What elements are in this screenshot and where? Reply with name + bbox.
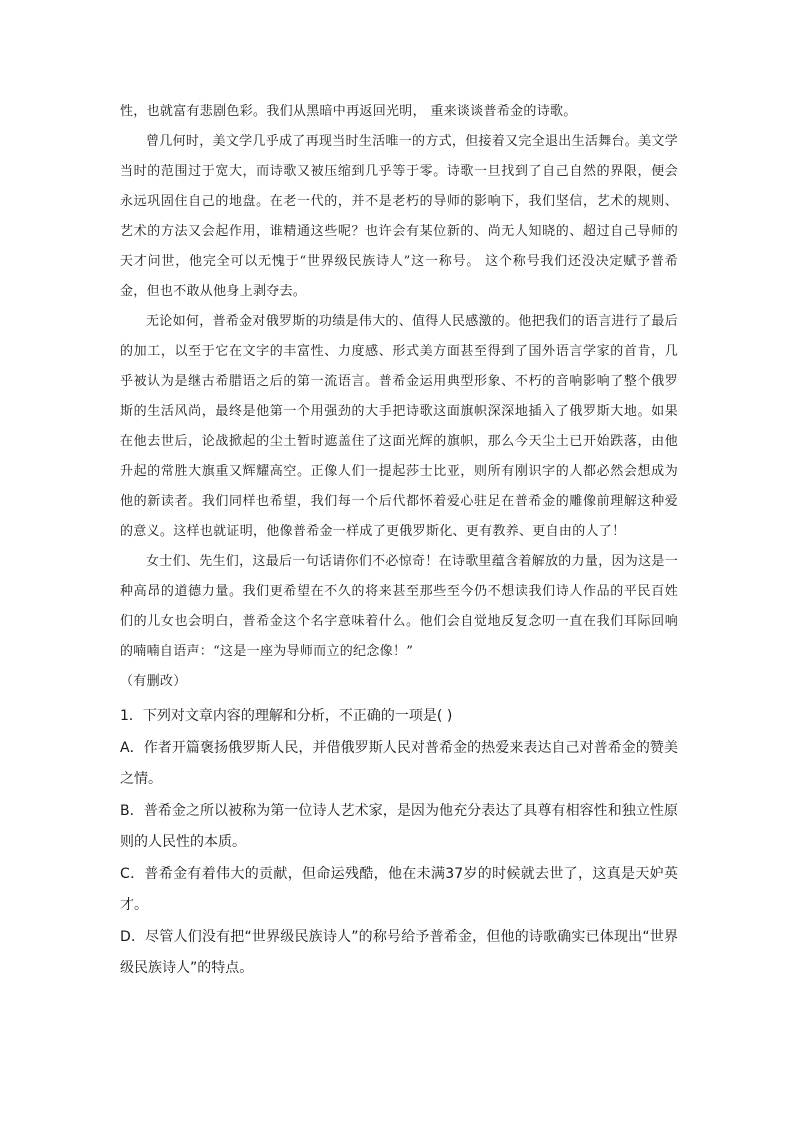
page-content bbox=[120, 97, 678, 985]
option-d: D．尽管人们没有把“世界级民族诗人”的称号给予普希金，但他的诗歌确实已体现出“世界级民族诗人”的特点。 bbox=[120, 928, 678, 976]
option-c: C．普希金有着伟大的贡献，但命运残酷，他在未满37岁的时候就去世了，这真是天妒英才。 bbox=[120, 865, 678, 913]
source-note: （有删改） bbox=[120, 674, 187, 689]
passage-paragraph-3: 无论如何，普希金对俄罗斯的功绩是伟大的、值得人民感激的。他把我们的语言进行了最后的加工，以至于它在文字的丰富性、力度感、形式美方面甚至得到了国外语言学家的首肯，几乎被认为是继古希腊语之后的第一流语言。普希金运用典型形象、不朽的音响影响了整个俄罗斯的生活风尚，最终是他第一个用强劲的大手把诗歌这面旗帜深深地插入了俄罗斯大地。如果在他去世后，论战掀起的尘土暂时遮盖住了这面光辉的旗帜，那么今天尘土已开始跌落，由他升起的常胜大旗重又辉耀高空。正像人们一提起莎士比亚，则所有刚识字的人都必然会想成为他的新读者。我们同样也希望，我们每一个后代都怀着爱心驻足在普希金的雕像前理解这种爱的意义。这样也就证明，他像普希金一样成了更俄罗斯化、更有教养、更自由的人了！ bbox=[120, 314, 679, 539]
question-stem: 1．下列对文章内容的理解和分析，不正确的一项是( ) bbox=[120, 708, 453, 724]
reading-passage bbox=[120, 97, 678, 697]
option-b: B．普希金之所以被称为第一位诗人艺术家，是因为他充分表达了具尊有相容性和独立性原则的人民性的本质。 bbox=[120, 802, 678, 850]
passage-paragraph-4: 女士们、先生们，这最后一句话请你们不必惊奇！在诗歌里蕴含着解放的力量，因为这是一种高昂的道德力量。我们更希望在不久的将来甚至那些至今仍不想读我们诗人作品的平民百姓们的儿女也会明白，普希金这个名字意味着什么。他们会自觉地反复念叨一直在我们耳际回响的喃喃自语声：“这是一座为导师而立的纪念像！” bbox=[120, 554, 679, 659]
option-a: A．作者开篇褒扬俄罗斯人民，并借俄罗斯人民对普希金的热爱来表达自己对普希金的赞美之情。 bbox=[120, 739, 678, 787]
passage-paragraph-1: 性，也就富有悲剧色彩。我们从黑暗中再返回光明， 重来谈谈普希金的诗歌。 bbox=[120, 104, 577, 119]
passage-paragraph-2: 曾几何时，美文学几乎成了再现当时生活唯一的方式，但接着又完全退出生活舞台。美文学当时的范围过于宽大，而诗歌又被压缩到几乎等于零。诗歌一旦找到了自己自然的界限，便会永远巩固住自己的地盘。在老一代的，并不是老朽的导师的影响下，我们坚信，艺术的规则、艺术的方法又会起作用，谁精通这些呢？也许会有某位新的、尚无人知晓的、超过自己导师的天才问世，他完全可以无愧于“世界级民族诗人”这一称号。 这个称号我们还没决定赋予普希金，但也不敢从他身上剥夺去。 bbox=[120, 134, 679, 299]
question-block bbox=[120, 701, 678, 985]
